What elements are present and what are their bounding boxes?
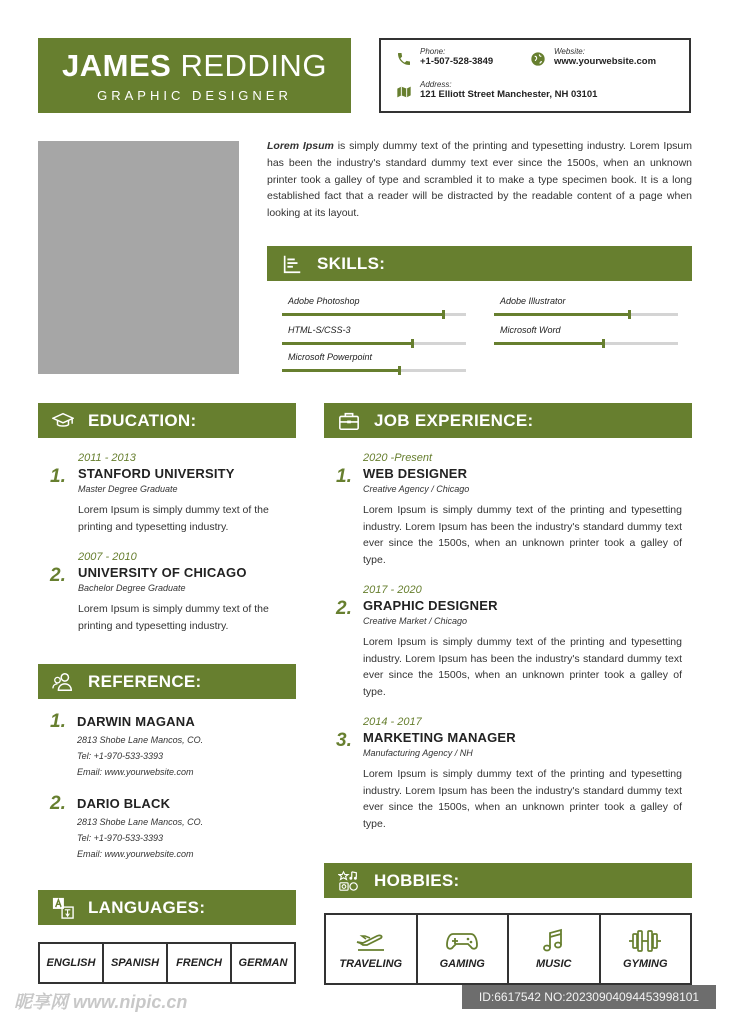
school-name: STANFORD UNIVERSITY: [78, 466, 235, 481]
contact-phone: [396, 47, 493, 67]
skill-knob: [628, 310, 631, 319]
skill-knob: [442, 310, 445, 319]
skill-track: [282, 369, 466, 372]
skill-fill: [282, 342, 413, 345]
profile-photo-placeholder: [38, 141, 239, 374]
company: Creative Market / Chicago: [363, 616, 468, 626]
reference-address: 2813 Shobe Lane Mancos, CO.: [77, 817, 204, 827]
job-role: GRAPHIC DESIGNER: [363, 598, 498, 613]
job-role: WEB DESIGNER: [363, 466, 468, 481]
watermark-id: ID:6617542 NO:20230904094453998101: [462, 985, 716, 1009]
entry-number: 2.: [50, 793, 66, 814]
skill-track: [282, 313, 466, 316]
briefcase-icon: [338, 410, 360, 432]
skill-fill: [494, 342, 604, 345]
hobby-label: MUSIC: [536, 958, 572, 970]
gamepad-icon: [445, 928, 479, 954]
hobbies-title: HOBBIES:: [374, 870, 460, 890]
language-cell: FRENCH: [166, 942, 232, 984]
experience-header: [324, 403, 692, 438]
entry-date: 2014 - 2017: [363, 716, 422, 728]
education-header: [38, 403, 296, 438]
skill-fill: [494, 313, 630, 316]
entry-description: Lorem Ipsum is simply dummy text of the printing and typesetting industry.: [78, 504, 269, 533]
languages-title: LANGUAGES:: [88, 897, 206, 917]
skill-track: [494, 313, 678, 316]
reference-address: 2813 Shobe Lane Mancos, CO.: [77, 735, 204, 745]
reference-entry: [50, 793, 290, 862]
entry-number: 3.: [336, 730, 352, 751]
entry-description: Lorem Ipsum is simply dummy text of the printing and typesetting industry. Lorem Ipsum has been the industry's standard dummy text ever since the 1500s, when an unknown printer took a galley of type.: [363, 504, 682, 566]
map-icon: [396, 84, 412, 100]
degree: Bachelor Degree Graduate: [78, 583, 186, 593]
skill-fill: [282, 313, 444, 316]
entry-date: 2017 - 2020: [363, 584, 422, 596]
contact-address: [396, 80, 597, 100]
skill-item: [282, 325, 466, 345]
education-entry: [50, 452, 290, 535]
experience-title: JOB EXPERIENCE:: [374, 410, 534, 430]
reference-name: DARWIN MAGANA: [77, 714, 195, 729]
people-icon: [52, 671, 74, 693]
entry-number: 1.: [50, 466, 66, 487]
address-value: 121 Elliott Street Manchester, NH 03101: [420, 89, 598, 100]
intro-paragraph: [267, 138, 692, 222]
education-title: EDUCATION:: [88, 410, 197, 430]
company: Creative Agency / Chicago: [363, 484, 470, 494]
hobbies-row: [324, 913, 692, 985]
last-name: REDDING: [180, 48, 327, 83]
entry-number: 1.: [336, 466, 352, 487]
education-entry: [50, 551, 290, 634]
reference-entry: [50, 711, 290, 780]
language-cell: GERMAN: [230, 942, 296, 984]
hobby-cell: [324, 913, 418, 985]
skill-track: [282, 342, 466, 345]
watermark-site: 昵享网 www.nipic.cn: [14, 992, 188, 1012]
hobby-label: GAMING: [439, 958, 485, 970]
hobbies-header: [324, 863, 692, 898]
experience-entry: [336, 716, 682, 832]
job-role: MARKETING MANAGER: [363, 730, 516, 745]
airplane-icon: [354, 928, 388, 954]
degree: Master Degree Graduate: [78, 484, 178, 494]
name-banner: [38, 38, 351, 113]
experience-entry: [336, 584, 682, 700]
skill-name: Microsoft Word: [500, 325, 561, 335]
skill-item: [494, 296, 678, 316]
language-cell: SPANISH: [102, 942, 168, 984]
translate-icon: [52, 897, 74, 919]
phone-label: Phone:: [420, 47, 446, 56]
hobby-cell: [416, 913, 510, 985]
entry-date: 2011 - 2013: [78, 452, 136, 464]
globe-icon: [530, 51, 546, 67]
skill-name: Adobe Illustrator: [500, 296, 566, 306]
address-label: Address:: [420, 80, 452, 89]
languages-row: [38, 942, 296, 984]
contact-box: [379, 38, 691, 113]
website-label: Website:: [554, 47, 585, 56]
skill-track: [494, 342, 678, 345]
entry-number: 2.: [336, 598, 352, 619]
skill-item: [494, 325, 678, 345]
company: Manufacturing Agency / NH: [363, 748, 473, 758]
full-name: [38, 48, 351, 84]
skill-item: [282, 296, 466, 316]
entry-number: 2.: [50, 565, 66, 586]
reference-name: DARIO BLACK: [77, 796, 171, 811]
graduation-cap-icon: [52, 410, 74, 432]
skills-title: SKILLS:: [317, 253, 386, 273]
hobby-cell: [507, 913, 601, 985]
phone-value: +1-507-528-3849: [420, 56, 494, 67]
skill-name: HTML-S/CSS-3: [288, 325, 351, 335]
entry-number: 1.: [50, 711, 66, 732]
music-note-icon: [537, 928, 571, 954]
hobby-cell: [599, 913, 693, 985]
entry-date: 2020 -Present: [363, 452, 433, 464]
phone-icon: [396, 51, 412, 67]
hobby-label: TRAVELING: [339, 958, 403, 970]
entry-description: Lorem Ipsum is simply dummy text of the printing and typesetting industry. Lorem Ipsum has been the industry's standard dummy text ever since the 1500s, when an unknown printer took a galley of type.: [363, 768, 682, 830]
dumbbell-icon: [628, 928, 662, 954]
entry-description: Lorem Ipsum is simply dummy text of the printing and typesetting industry.: [78, 603, 269, 632]
skill-knob: [602, 339, 605, 348]
contact-website: [530, 47, 656, 67]
reference-email: Email: www.yourwebsite.com: [77, 766, 194, 777]
hobby-label: GYMING: [622, 958, 668, 970]
skills-header: [267, 246, 692, 281]
entry-date: 2007 - 2010: [78, 551, 137, 563]
language-cell: ENGLISH: [38, 942, 104, 984]
reference-tel: Tel: +1-970-533-3393: [77, 832, 163, 843]
first-name: JAMES: [62, 48, 172, 83]
reference-email: Email: www.yourwebsite.com: [77, 848, 194, 859]
intro-text: is simply dummy text of the printing and typesetting industry. Lorem Ipsum has been the industry's standard dummy text ever since the 1500s, when an unknown printer took a galley of type and scrambled it to make a type specimen book. It is a long established fact that a reader will be distracted by the readable content of a page when looking at its layout.: [267, 140, 692, 220]
languages-header: [38, 890, 296, 925]
reference-header: [38, 664, 296, 699]
job-role: GRAPHIC DESIGNER: [97, 88, 292, 103]
website-value[interactable]: www.yourwebsite.com: [554, 56, 657, 67]
skill-knob: [411, 339, 414, 348]
reference-tel: Tel: +1-970-533-3393: [77, 750, 163, 761]
intro-lead: Lorem Ipsum: [267, 140, 334, 152]
reference-title: REFERENCE:: [88, 671, 202, 691]
skill-name: Adobe Photoshop: [288, 296, 360, 306]
skill-fill: [282, 369, 400, 372]
skill-item: [282, 352, 466, 372]
skill-name: Microsoft Powerpoint: [288, 352, 373, 362]
list-chart-icon: [281, 253, 303, 275]
hobbies-icon: [338, 870, 360, 892]
experience-entry: [336, 452, 682, 568]
entry-description: Lorem Ipsum is simply dummy text of the printing and typesetting industry. Lorem Ipsum has been the industry's standard dummy text ever since the 1500s, when an unknown printer took a galley of type.: [363, 636, 682, 698]
skill-knob: [398, 366, 401, 375]
school-name: UNIVERSITY OF CHICAGO: [78, 565, 247, 580]
